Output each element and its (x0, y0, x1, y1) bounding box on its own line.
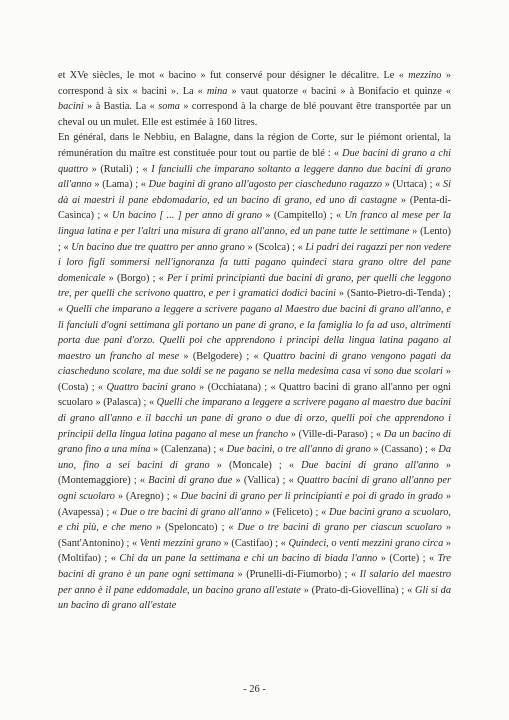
italic-quote: Li padri dei ragazzi per non vedere i loro figli sommersi nell'ignoranza fa tutti pagano quindeci stara grano oltre del pane domenicale (58, 241, 451, 284)
italic-quote: Per i primi principianti due bacini di grano, per quelli che leggono tre, per quelli che scrivono quattro, e per i gramatici dodici bacini (58, 272, 451, 300)
text-run: » (Prato-di-Giovellina) ; « (300, 584, 416, 596)
italic-quote: Gli si da un bacino di grano all'estate (58, 584, 451, 612)
text-run: » (Sant'Antonino) ; « (58, 522, 451, 549)
text-run: » (Vallica) ; « (232, 475, 297, 487)
text-run: » (Rutali) ; « (87, 163, 152, 175)
text-run: » (Moltifao) ; « (58, 537, 451, 565)
text-run: » (Aregno) ; « (114, 491, 181, 503)
text-run: » (Santo-Pietro-di-Tenda) ; « (58, 288, 451, 315)
italic-quote: Quattro bacini grano (106, 381, 196, 393)
italic-quote: Quelli che imparano a leggere a scrivere pagano al maestro due bacini di grano all'anno e il bacchi un pane di grano o due di orzo, quelli poi che apprendono i principii della lingua latina pagano al mese un francho (58, 397, 451, 440)
text-run: » (Borgo) ; « (105, 272, 167, 284)
text-run: » (Corte) ; « (377, 553, 438, 565)
text-run: » (Ville-di-Paraso) ; « (287, 428, 384, 440)
text-run: » (Feliceto) ; « (261, 506, 330, 518)
text-run: » (Costa) ; « (58, 366, 451, 393)
text-run: » (Calenzana) ; « (150, 444, 227, 456)
text-run: » (Lento) ; « (58, 225, 451, 253)
text-run: » (Penta-di-Casinca) ; « (58, 194, 451, 222)
text-run: » (Scolca) ; « (244, 241, 306, 253)
italic-quote: Da uno, fino a sei bacini di grano (58, 444, 451, 471)
text-run: et XVe siècles, le mot « bacino » fut conservé pour désigner le décalitre. Le « (58, 70, 409, 81)
italic-quote: Due bacini di grano per li principianti e poi di grado in grado (180, 491, 443, 503)
italic-quote: Il salario del maestro per anno è il pane eddomadale, un bacino grano all'estate (58, 569, 451, 596)
italic-quote: Bacini di grano due (148, 475, 233, 487)
italic-quote: Da un bacino di grano fino a una mina (58, 428, 451, 456)
text-run: » correspond à la charge de blé pouvant être transportée par un cheval ou un mulet. Elle est estimée à 160 litres. (58, 101, 451, 128)
text-run: » (Urtaca) ; « (382, 179, 443, 191)
paragraph (58, 68, 451, 130)
text-run: » correspond à six « bacini ». La « (58, 70, 451, 97)
italic-quote: Quattro bacini di grano all'anno per ogni scuolaro (58, 475, 451, 503)
italic-quote: Due bacini di grano all'anno (301, 459, 439, 471)
text-run: » (Moncale) ; « (209, 459, 302, 471)
italic-quote: Due bacini di grano a chi quattro (58, 147, 451, 175)
text-run: » (Castifao) ; « (221, 537, 289, 549)
italic-quote: I fanciulli che imparano soltanto a leggere danno due bacini di grano all'anno (58, 163, 451, 191)
italic-quote: Due bacini, o tre all'anno di grano (226, 444, 371, 456)
italic-quote: Chi da un pane la settimana e chi un bacino di biada l'anno (119, 553, 378, 565)
italic-quote: Due o tre bacini di grano per ciascun scuolaro (237, 522, 442, 534)
italic-quote: Un franco al mese per la lingua latina e per l'altri una misura di grano all'anno, ed un pane tutte le settimane (58, 210, 451, 237)
text-run: » (Campitello) ; « (262, 210, 345, 222)
italic-quote: bacini (58, 101, 84, 113)
text-run: » (Montemaggiore) ; « (58, 459, 452, 487)
text-run: » (Prunelli-di-Fiumorbo) ; « (234, 569, 360, 580)
text-run: En général, dans le Nebbiu, en Balagne, dans la région de Corte, sur le piémont oriental, la rémunération du maître est constituée pour tout ou partie de blé : « (58, 132, 451, 159)
italic-quote: mezzino (408, 70, 442, 81)
paragraph (58, 130, 451, 613)
italic-quote: soma (158, 101, 180, 113)
italic-quote: Venti mezzini grano (139, 537, 222, 549)
text-run: » (Speloncato) ; « (151, 522, 238, 534)
italic-quote: Due bacini grano a scuolaro, e chi più, e che meno (58, 506, 451, 534)
italic-quote: Due o tre bacini di grano all'anno (119, 506, 262, 518)
italic-quote: Si dà ai maestri il pane ebdomadario, ed un bacino di grano, ed uno di castagne (58, 179, 452, 206)
italic-quote: Due bagini di grano all'agosto per ciascheduno ragazzo (148, 179, 383, 191)
italic-quote: Quindeci, o venti mezzini grano circa (288, 537, 444, 549)
text-run: » (Lama) ; « (91, 179, 149, 191)
italic-quote: Quattro bacini di grano vengono pagati da ciascheduno scolare, ma due soldi se ne pagano se nella medesima casa vi sono due scolari (58, 350, 452, 378)
body-text (58, 68, 451, 614)
italic-quote: Un bacino due tre quattro per anno grano (71, 241, 245, 253)
text-run: » vaut quatorze « bacini » à Bonifacio et quinze « (227, 85, 451, 97)
italic-quote: mina (206, 85, 228, 97)
text-run: » (Belgodere) ; « (179, 350, 263, 362)
text-run: » (Occhiatana) ; « Quattro bacini di grano all'anno per ogni scuolaro » (Palasca) ; « (58, 381, 451, 409)
italic-quote: Tre bacini di grano è un pane ogni settimana (58, 553, 451, 580)
italic-quote: Quelli che imparano a leggere a scrivere pagano al Maestro due bacini di grano all'anno, e li fanciuli d'ogni settimana gli portano un pane di grano, e la famiglia lo fa ad uso, altrimenti porta due pani d'orzo. Quelli poi che apprendono i principi della lingua latina pagano al maestro un francho al mese (58, 303, 451, 362)
text-run: » (Avapessa) ; « (58, 491, 451, 518)
text-run: » à Bastia. La « (83, 101, 159, 113)
page-number: - 26 - (243, 684, 266, 695)
text-run: » (Cassano) ; « (370, 444, 439, 456)
italic-quote: Un bacino [ ... ] per anno di grano (112, 210, 263, 222)
